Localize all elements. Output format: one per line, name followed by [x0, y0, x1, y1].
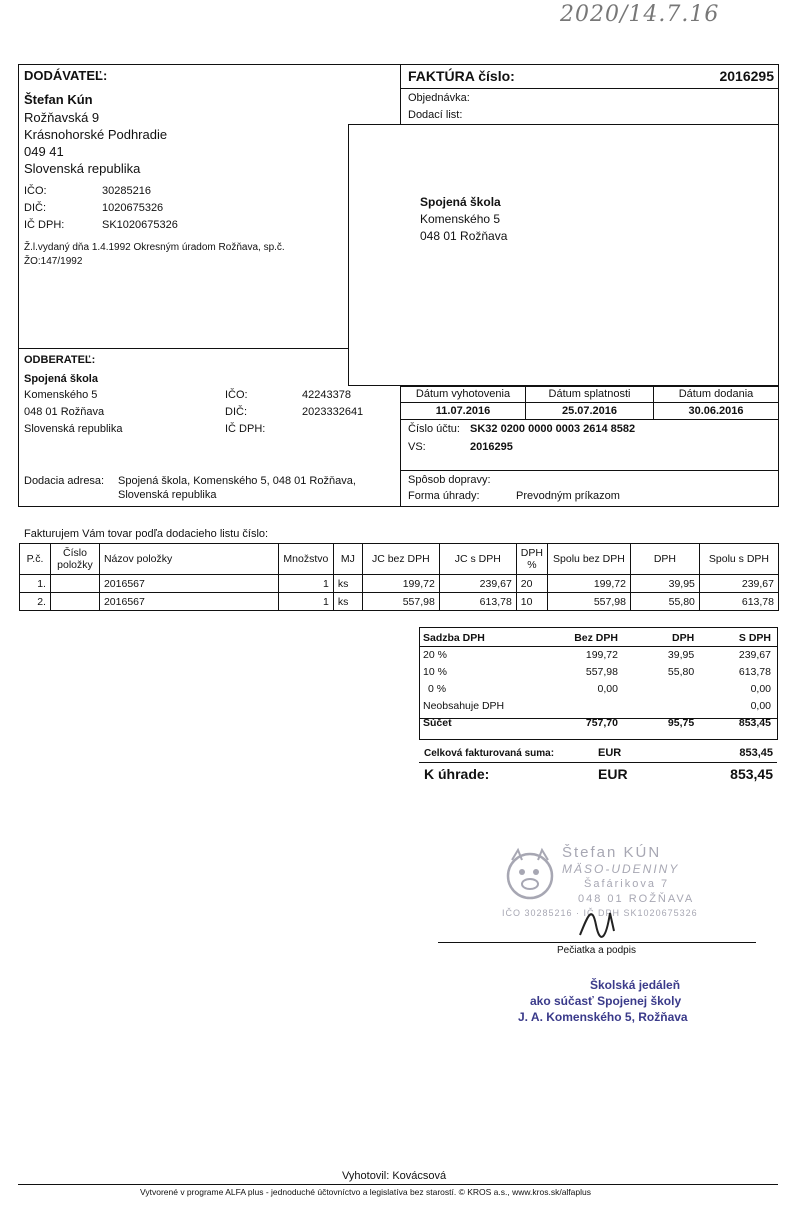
col-quantity: Množstvo: [278, 544, 333, 575]
cell: 199,72: [547, 575, 630, 593]
handwritten-note: 2020/14.7.16: [560, 2, 720, 27]
vat-head-vat: DPH: [672, 631, 695, 644]
items-header-row: [20, 544, 779, 575]
customer-street: Komenského 5: [24, 389, 98, 401]
cell: 613,78: [738, 665, 771, 678]
supplier-heading: DODÁVATEĽ:: [24, 68, 108, 83]
cell: 20: [516, 575, 547, 593]
cell: 0,00: [750, 682, 771, 695]
stamp-supplier-ids: IČO 30285216 · IČ DPH SK1020675326: [502, 908, 698, 918]
delivery-address-label: Dodacia adresa:: [24, 475, 105, 487]
cell: 2.: [20, 593, 51, 611]
cell: [621, 680, 697, 697]
invoiced-total-label: Celková fakturovaná suma:: [424, 748, 555, 759]
col-total-net: Spolu bez DPH: [547, 544, 630, 575]
cell: 2016567: [99, 575, 278, 593]
cell: 10: [516, 593, 547, 611]
amount-due-currency: EUR: [598, 766, 628, 782]
cell: 95,75: [667, 716, 695, 729]
payment-method: Prevodným príkazom: [516, 490, 620, 502]
software-note: Vytvorené v programe ALFA plus - jednoduché účtovníctvo a legislatíva bez starostí. © KROS a.s., www.kros.sk/alfaplus: [140, 1187, 591, 1197]
cell: 1: [278, 575, 333, 593]
delivery-address-line1: Spojená škola, Komenského 5, 048 01 Rožňava,: [118, 475, 356, 487]
frame-left: [18, 64, 19, 506]
vat-head-rate: Sadzba DPH: [423, 631, 485, 644]
supplier-icdph: SK1020675326: [102, 219, 178, 231]
amount-due-label: K úhrade:: [424, 766, 490, 782]
supplier-dic-label: DIČ:: [24, 202, 46, 214]
amount-due: 853,45: [730, 766, 773, 782]
supplier-zip: 049 41: [24, 144, 64, 159]
cell: 20 %: [423, 648, 447, 661]
cell: 55,80: [667, 665, 695, 678]
cell: ks: [333, 593, 362, 611]
vat-summary-total-row: [420, 714, 774, 731]
vs-value: 2016295: [470, 441, 513, 453]
table-row: [420, 680, 774, 697]
stamp-supplier-city: 048 01 ROŽŇAVA: [578, 893, 695, 905]
recipient-name: Spojená škola: [420, 195, 501, 209]
cell: 2016567: [99, 593, 278, 611]
pig-logo-icon: [502, 846, 558, 902]
frame-customer-separator: [18, 348, 348, 349]
school-stamp-line1: Školská jedáleň: [590, 978, 681, 992]
signature-label: Pečiatka a podpis: [557, 945, 636, 956]
customer-ico: 42243378: [302, 389, 351, 401]
cell: 239,67: [439, 575, 516, 593]
cell: ks: [333, 575, 362, 593]
cell: 239,67: [738, 648, 771, 661]
prepared-by: Vyhotovil: Kovácsová: [342, 1170, 447, 1182]
cell: 1: [278, 593, 333, 611]
supplier-ico-label: IČO:: [24, 185, 47, 197]
cell: [621, 697, 697, 714]
invoice-title: FAKTÚRA číslo:: [408, 68, 515, 84]
vs-label: VS:: [408, 441, 426, 453]
supplier-icdph-label: IČ DPH:: [24, 219, 65, 231]
cell: 199,72: [585, 648, 618, 661]
signature-line: [438, 942, 756, 943]
cell: 757,70: [585, 716, 618, 729]
cell: 557,98: [547, 593, 630, 611]
account-number: SK32 0200 0000 0003 2614 8582: [470, 423, 636, 435]
cell: 0,00: [750, 699, 771, 712]
col-unit-price-gross: JC s DPH: [439, 544, 516, 575]
supplier-dic: 1020675326: [102, 202, 164, 214]
supplier-country: Slovenská republika: [24, 161, 141, 176]
cell: 10 %: [423, 665, 447, 678]
order-label: Objednávka:: [408, 92, 470, 104]
delivery-date-label: Dátum dodania: [678, 388, 754, 400]
customer-dic: 2023332641: [302, 406, 364, 418]
payment-separator: [401, 470, 778, 471]
shipping-label: Spôsob dopravy:: [408, 474, 491, 486]
stamp-supplier-trade: MÄSO-UDENINY: [562, 862, 680, 876]
frame-bottom: [18, 506, 779, 507]
customer-ico-label: IČO:: [225, 389, 248, 401]
signature-icon: [570, 895, 630, 945]
items-table: [19, 543, 779, 611]
school-stamp-line3: J. A. Komenského 5, Rožňava: [518, 1010, 688, 1024]
table-row: [20, 593, 779, 611]
cell: [50, 575, 99, 593]
vat-head-gross: S DPH: [738, 631, 771, 644]
stamp-supplier-name: Štefan KÚN: [562, 844, 662, 861]
customer-heading: ODBERATEĽ:: [24, 354, 96, 366]
table-row: [420, 697, 774, 714]
invoiced-currency: EUR: [598, 747, 622, 759]
delivery-address-line2: Slovenská republika: [118, 489, 217, 501]
delivery-date: 30.06.2016: [688, 405, 744, 417]
supplier-name: Štefan Kún: [24, 92, 93, 107]
col-total-gross: Spolu s DPH: [699, 544, 778, 575]
frame-invoice-title-underline: [400, 88, 778, 89]
delivery-note-label: Dodací list:: [408, 109, 463, 121]
cell: Súčet: [423, 716, 452, 729]
cell: 55,80: [630, 593, 699, 611]
cell: 39,95: [667, 648, 695, 661]
cell: 613,78: [699, 593, 778, 611]
table-row: [420, 646, 774, 663]
col-vat: DPH: [630, 544, 699, 575]
frame-top: [18, 64, 778, 65]
col-item-number: Číslo položky: [50, 544, 99, 575]
cell: [531, 697, 621, 714]
cell: 1.: [20, 575, 51, 593]
cell: 0 %: [428, 682, 447, 695]
stamp-supplier-street: Šafárikova 7: [584, 878, 670, 890]
customer-icdph-label: IČ DPH:: [225, 423, 266, 435]
invoice-number: 2016295: [719, 68, 774, 84]
invoiced-total: 853,45: [739, 747, 773, 759]
customer-city: 048 01 Rožňava: [24, 406, 105, 418]
col-unit-price-net: JC bez DPH: [362, 544, 439, 575]
vat-summary-table: [420, 629, 774, 731]
supplier-registration-1: Ž.l.vydaný dňa 1.4.1992 Okresným úradom Rožňava, sp.č.: [24, 242, 285, 253]
cell: 199,72: [362, 575, 439, 593]
supplier-registration-2: ŽO:147/1992: [24, 256, 83, 267]
cell: 557,98: [362, 593, 439, 611]
issue-date-label: Dátum vyhotovenia: [415, 388, 511, 400]
supplier-city: Krásnohorské Podhradie: [24, 127, 168, 142]
issue-date: 11.07.2016: [435, 405, 491, 417]
supplier-street: Rožňavská 9: [24, 110, 100, 125]
cell: 613,78: [439, 593, 516, 611]
cell: 0,00: [597, 682, 618, 695]
recipient-street: Komenského 5: [420, 212, 501, 226]
col-position: P.č.: [20, 544, 51, 575]
footer-line: [18, 1184, 778, 1185]
items-intro: Fakturujem Vám tovar podľa dodacieho listu číslo:: [24, 528, 269, 540]
account-label: Číslo účtu:: [408, 423, 460, 435]
cell: 39,95: [630, 575, 699, 593]
supplier-ico: 30285216: [102, 185, 151, 197]
cell: 557,98: [585, 665, 618, 678]
recipient-window: [348, 124, 779, 386]
table-row: [20, 575, 779, 593]
col-item-name: Názov položky: [99, 544, 278, 575]
due-date: 25.07.2016: [561, 405, 618, 417]
school-stamp-line2: ako súčasť Spojenej školy: [530, 994, 682, 1008]
due-date-label: Dátum splatnosti: [548, 388, 631, 400]
vat-head-net: Bez DPH: [574, 631, 618, 644]
table-row: [420, 663, 774, 680]
customer-name: Spojená škola: [24, 373, 98, 385]
customer-dic-label: DIČ:: [225, 406, 247, 418]
col-vat-rate: DPH %: [516, 544, 547, 575]
cell: Neobsahuje DPH: [423, 699, 505, 712]
customer-country: Slovenská republika: [24, 423, 123, 435]
cell: [50, 593, 99, 611]
totals-separator: [419, 762, 777, 763]
recipient-city: 048 01 Rožňava: [420, 229, 508, 243]
dates-grid: [401, 386, 778, 420]
payment-method-label: Forma úhrady:: [408, 490, 480, 502]
vat-summary-header: [420, 629, 774, 646]
cell: 853,45: [738, 716, 771, 729]
cell: 239,67: [699, 575, 778, 593]
col-unit: MJ: [333, 544, 362, 575]
